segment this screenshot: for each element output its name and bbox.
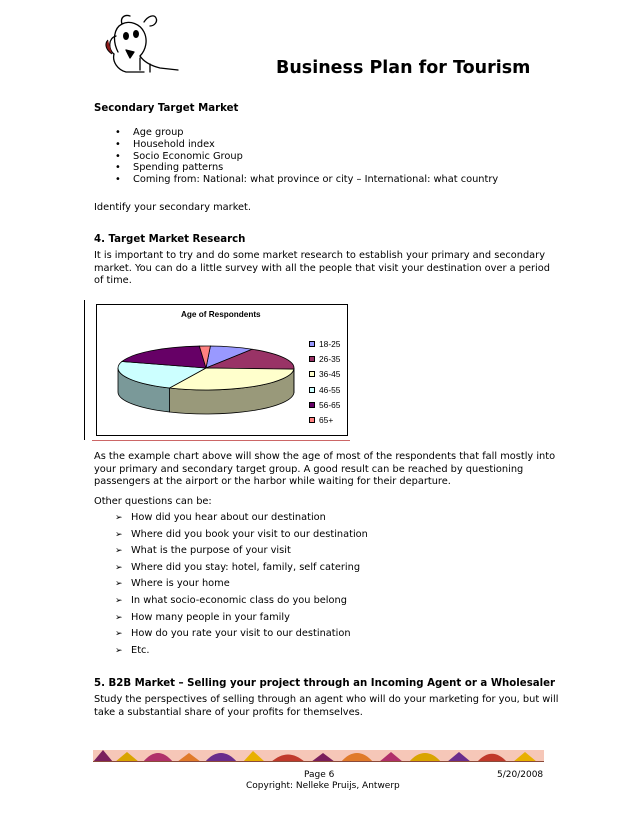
footer-page-number: Page 6 — [304, 770, 335, 780]
legend-item-18-25 — [309, 338, 340, 353]
footer-decorative-banner — [93, 750, 544, 762]
legend-item-36-45 — [309, 368, 340, 383]
list-item: ➢ Where did you stay: hotel, family, self catering — [115, 562, 368, 579]
legend-label: 65+ — [319, 414, 334, 425]
legend-swatch-icon — [309, 417, 315, 423]
legend-label: 26-35 — [319, 354, 341, 365]
list-item: ➢ How many people in your family — [115, 612, 368, 629]
list-item: ➢ Etc. — [115, 645, 368, 662]
list-item: • Spending patterns — [115, 162, 498, 174]
footer-date: 5/20/2008 — [497, 770, 544, 780]
after-chart-line: As the example chart above will show the age of most of the respondents that fall mostly into — [94, 451, 556, 462]
chart-title: Age of Respondents — [181, 310, 261, 319]
list-item: ➢ What is the purpose of your visit — [115, 545, 368, 562]
legend-item-26-35 — [309, 353, 340, 368]
legend-swatch-icon — [309, 387, 315, 393]
chart-selection-left-bar — [84, 300, 85, 440]
identify-secondary-text: Identify your secondary market. — [94, 202, 252, 213]
pie-chart — [110, 340, 310, 424]
legend-swatch-icon — [309, 356, 315, 362]
legend-label: 18-25 — [319, 339, 341, 349]
research-heading: 4. Target Market Research — [94, 234, 246, 245]
after-chart-line: passengers at the airport or the harbor while waiting for their departure. — [94, 476, 451, 487]
legend-swatch-icon — [309, 402, 315, 408]
list-item: ➢ Where is your home — [115, 578, 368, 595]
dog-logo-icon — [100, 10, 182, 78]
research-line: of time. — [94, 275, 132, 286]
list-item: ➢ How did you hear about our destination — [115, 512, 368, 529]
legend-label: 46-55 — [319, 384, 341, 395]
research-line: It is important to try and do some market research to establish your primary and secondary — [94, 250, 545, 261]
b2b-line: Study the perspectives of selling through an agent who will do your marketing for you, but will — [94, 694, 559, 705]
legend-label: 56-65 — [319, 399, 341, 410]
secondary-market-heading: Secondary Target Market — [94, 103, 239, 114]
chart-legend — [309, 338, 340, 429]
secondary-market-bullet-list — [115, 127, 498, 186]
legend-label: 36-45 — [319, 369, 341, 380]
b2b-line: take a substantial share of your profits for themselves. — [94, 706, 363, 718]
legend-swatch-icon — [309, 341, 315, 347]
list-item: ➢ How do you rate your visit to our destination — [115, 628, 368, 645]
list-item: ➢ Where did you book your visit to our destination — [115, 529, 368, 546]
footer-copyright: Copyright: Nelleke Pruijs, Antwerp — [246, 781, 400, 791]
legend-swatch-icon — [309, 371, 315, 377]
document-title: Business Plan for Tourism — [276, 58, 531, 78]
legend-item-46-55 — [309, 384, 340, 399]
legend-item-65+ — [309, 414, 340, 429]
list-item: • Household index — [115, 139, 498, 151]
questions-list — [115, 512, 368, 661]
legend-item-56-65 — [309, 399, 340, 414]
list-item: ➢ In what socio-economic class do you belong — [115, 595, 368, 612]
list-item: • Coming from: National: what province or city – International: what country — [115, 174, 498, 186]
other-questions-intro: Other questions can be: — [94, 496, 212, 507]
list-item: • Socio Economic Group — [115, 151, 498, 163]
after-chart-line: your primary and secondary target group. A good result can be reached by questioning — [94, 463, 524, 475]
list-item: • Age group — [115, 127, 498, 139]
b2b-heading: 5. B2B Market – Selling your project through an Incoming Agent or a Wholesaler — [94, 678, 556, 689]
research-line: market. You can do a little survey with all the people that visit your destination over a period — [94, 262, 550, 274]
chart-selection-bottom-line — [92, 440, 350, 441]
